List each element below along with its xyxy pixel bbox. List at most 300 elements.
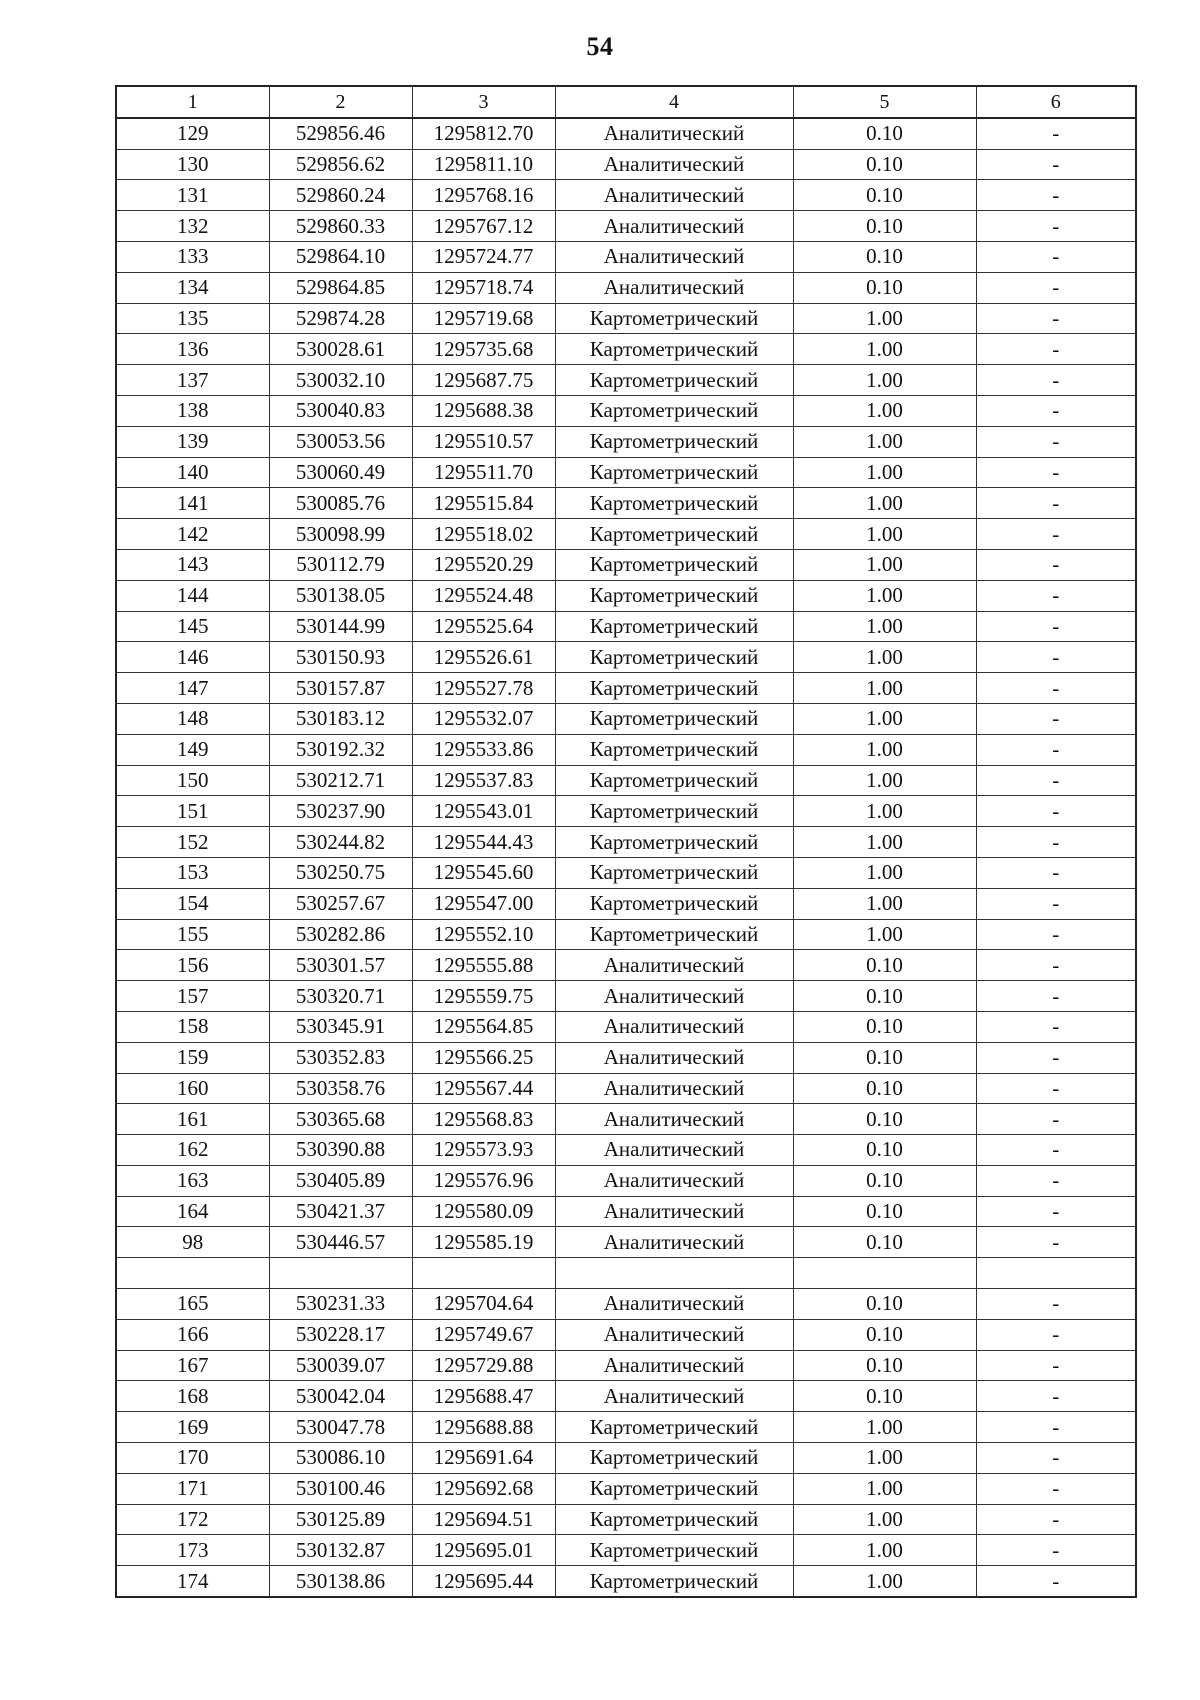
table-row <box>116 1289 1136 1320</box>
point-number-cell: 170 <box>116 1443 269 1474</box>
coordinate-x-cell: 530039.07 <box>269 1350 412 1381</box>
table-header-row <box>116 86 1136 118</box>
table-row <box>116 149 1136 180</box>
point-number-cell: 130 <box>116 149 269 180</box>
accuracy-cell: 0.10 <box>793 1381 976 1412</box>
accuracy-cell: 1.00 <box>793 580 976 611</box>
point-number-cell: 98 <box>116 1227 269 1258</box>
accuracy-cell: 0.10 <box>793 272 976 303</box>
table-row <box>116 1381 1136 1412</box>
table-row <box>116 1535 1136 1566</box>
point-number-cell: 159 <box>116 1042 269 1073</box>
coordinate-x-cell: 530032.10 <box>269 365 412 396</box>
accuracy-cell: 1.00 <box>793 888 976 919</box>
note-cell: - <box>976 673 1136 704</box>
coordinate-y-cell: 1295533.86 <box>412 734 555 765</box>
table-row <box>116 1196 1136 1227</box>
coordinate-y-cell: 1295729.88 <box>412 1350 555 1381</box>
accuracy-cell: 1.00 <box>793 919 976 950</box>
point-number-cell: 149 <box>116 734 269 765</box>
table-row <box>116 1227 1136 1258</box>
coordinate-y-cell: 1295524.48 <box>412 580 555 611</box>
table-row <box>116 1350 1136 1381</box>
table-row <box>116 241 1136 272</box>
coordinate-x-cell: 530231.33 <box>269 1289 412 1320</box>
point-number-cell: 138 <box>116 395 269 426</box>
method-cell: Аналитический <box>555 1196 793 1227</box>
point-number-cell: 152 <box>116 827 269 858</box>
point-number-cell: 136 <box>116 334 269 365</box>
method-cell: Аналитический <box>555 1381 793 1412</box>
point-number-cell: 162 <box>116 1135 269 1166</box>
method-cell: Картометрический <box>555 549 793 580</box>
accuracy-cell: 1.00 <box>793 303 976 334</box>
table-row <box>116 1104 1136 1135</box>
accuracy-cell: 1.00 <box>793 457 976 488</box>
accuracy-cell: 0.10 <box>793 1289 976 1320</box>
note-cell: - <box>976 981 1136 1012</box>
coordinate-y-cell: 1295724.77 <box>412 241 555 272</box>
method-cell: Аналитический <box>555 1073 793 1104</box>
point-number-cell: 164 <box>116 1196 269 1227</box>
note-cell: - <box>976 180 1136 211</box>
coordinate-y-cell: 1295687.75 <box>412 365 555 396</box>
coordinate-x-cell: 529856.62 <box>269 149 412 180</box>
coordinate-y-cell: 1295544.43 <box>412 827 555 858</box>
point-number-cell: 166 <box>116 1319 269 1350</box>
point-number-cell: 133 <box>116 241 269 272</box>
point-number-cell: 156 <box>116 950 269 981</box>
coordinate-y-cell: 1295552.10 <box>412 919 555 950</box>
point-number-cell: 135 <box>116 303 269 334</box>
coordinate-y-cell: 1295811.10 <box>412 149 555 180</box>
table-row <box>116 488 1136 519</box>
point-number-cell: 150 <box>116 765 269 796</box>
method-cell: Аналитический <box>555 272 793 303</box>
method-cell: Картометрический <box>555 703 793 734</box>
coordinate-x-cell: 530244.82 <box>269 827 412 858</box>
accuracy-cell: 0.10 <box>793 180 976 211</box>
note-cell: - <box>976 149 1136 180</box>
point-number-cell: 174 <box>116 1566 269 1597</box>
coordinate-x-cell: 530047.78 <box>269 1412 412 1443</box>
accuracy-cell: 0.10 <box>793 241 976 272</box>
table-row <box>116 1504 1136 1535</box>
table-row <box>116 1566 1136 1597</box>
coordinate-y-cell: 1295567.44 <box>412 1073 555 1104</box>
coordinate-x-cell: 529864.10 <box>269 241 412 272</box>
method-cell: Картометрический <box>555 673 793 704</box>
note-cell: - <box>976 334 1136 365</box>
note-cell: - <box>976 272 1136 303</box>
page-number: 54 <box>586 32 614 61</box>
method-cell: Картометрический <box>555 519 793 550</box>
note-cell: - <box>976 1165 1136 1196</box>
coordinate-x-cell: 529874.28 <box>269 303 412 334</box>
method-cell: Картометрический <box>555 1535 793 1566</box>
note-cell: - <box>976 1443 1136 1474</box>
note-cell: - <box>976 1011 1136 1042</box>
table-row <box>116 1042 1136 1073</box>
accuracy-cell: 1.00 <box>793 734 976 765</box>
point-number-cell: 143 <box>116 549 269 580</box>
method-cell: Картометрический <box>555 765 793 796</box>
accuracy-cell: 1.00 <box>793 611 976 642</box>
accuracy-cell: 0.10 <box>793 211 976 242</box>
coordinate-x-cell: 530212.71 <box>269 765 412 796</box>
point-number-cell: 171 <box>116 1473 269 1504</box>
point-number-cell: 172 <box>116 1504 269 1535</box>
note-cell: - <box>976 426 1136 457</box>
table-row <box>116 395 1136 426</box>
accuracy-cell: 1.00 <box>793 765 976 796</box>
table-row <box>116 334 1136 365</box>
point-number-cell: 146 <box>116 642 269 673</box>
table-row <box>116 827 1136 858</box>
coordinate-y-cell: 1295511.70 <box>412 457 555 488</box>
method-cell: Картометрический <box>555 395 793 426</box>
note-cell: - <box>976 1566 1136 1597</box>
coordinate-x-cell: 530112.79 <box>269 549 412 580</box>
table-row <box>116 457 1136 488</box>
method-cell: Аналитический <box>555 1135 793 1166</box>
coordinate-y-cell: 1295518.02 <box>412 519 555 550</box>
method-cell: Картометрический <box>555 734 793 765</box>
method-cell: Аналитический <box>555 180 793 211</box>
coordinate-y-cell: 1295812.70 <box>412 118 555 149</box>
method-cell: Картометрический <box>555 888 793 919</box>
note-cell: - <box>976 827 1136 858</box>
method-cell: Картометрический <box>555 580 793 611</box>
coordinate-x-cell: 530138.86 <box>269 1566 412 1597</box>
coordinate-y-cell: 1295545.60 <box>412 857 555 888</box>
column-header-3: 3 <box>412 86 555 118</box>
note-cell: - <box>976 457 1136 488</box>
coordinate-x-cell: 530446.57 <box>269 1227 412 1258</box>
coordinate-x-cell: 530345.91 <box>269 1011 412 1042</box>
note-cell: - <box>976 1196 1136 1227</box>
table-row <box>116 857 1136 888</box>
coordinate-y-cell: 1295704.64 <box>412 1289 555 1320</box>
coordinate-x-cell: 530144.99 <box>269 611 412 642</box>
method-cell: Аналитический <box>555 1104 793 1135</box>
coordinate-y-cell: 1295692.68 <box>412 1473 555 1504</box>
point-number-cell: 169 <box>116 1412 269 1443</box>
accuracy-cell: 0.10 <box>793 1135 976 1166</box>
coordinate-y-cell: 1295564.85 <box>412 1011 555 1042</box>
point-number-cell: 141 <box>116 488 269 519</box>
point-number-cell <box>116 1258 269 1289</box>
coordinate-x-cell: 530098.99 <box>269 519 412 550</box>
coordinate-x-cell: 530358.76 <box>269 1073 412 1104</box>
accuracy-cell <box>793 1258 976 1289</box>
coordinate-y-cell: 1295694.51 <box>412 1504 555 1535</box>
coordinate-y-cell: 1295559.75 <box>412 981 555 1012</box>
coordinate-x-cell: 530320.71 <box>269 981 412 1012</box>
coordinate-x-cell: 529860.33 <box>269 211 412 242</box>
table-row <box>116 981 1136 1012</box>
coordinate-x-cell: 530405.89 <box>269 1165 412 1196</box>
coordinate-y-cell: 1295688.38 <box>412 395 555 426</box>
method-cell: Картометрический <box>555 457 793 488</box>
table-row <box>116 796 1136 827</box>
method-cell: Аналитический <box>555 1011 793 1042</box>
table-row <box>116 611 1136 642</box>
accuracy-cell: 1.00 <box>793 395 976 426</box>
method-cell: Картометрический <box>555 857 793 888</box>
method-cell: Аналитический <box>555 950 793 981</box>
point-number-cell: 163 <box>116 1165 269 1196</box>
accuracy-cell: 0.10 <box>793 1319 976 1350</box>
table-row <box>116 1319 1136 1350</box>
accuracy-cell: 0.10 <box>793 1350 976 1381</box>
note-cell: - <box>976 919 1136 950</box>
method-cell: Аналитический <box>555 149 793 180</box>
accuracy-cell: 0.10 <box>793 1165 976 1196</box>
note-cell: - <box>976 1381 1136 1412</box>
coordinate-x-cell: 530132.87 <box>269 1535 412 1566</box>
coordinate-y-cell: 1295537.83 <box>412 765 555 796</box>
note-cell: - <box>976 1319 1136 1350</box>
coordinate-x-cell: 530150.93 <box>269 642 412 673</box>
coordinate-x-cell: 530028.61 <box>269 334 412 365</box>
table-row <box>116 1073 1136 1104</box>
note-cell: - <box>976 1350 1136 1381</box>
coordinate-x-cell: 529864.85 <box>269 272 412 303</box>
method-cell: Аналитический <box>555 1319 793 1350</box>
note-cell: - <box>976 580 1136 611</box>
coordinate-y-cell: 1295510.57 <box>412 426 555 457</box>
coordinate-x-cell: 530390.88 <box>269 1135 412 1166</box>
method-cell: Аналитический <box>555 1350 793 1381</box>
method-cell: Аналитический <box>555 241 793 272</box>
note-cell: - <box>976 857 1136 888</box>
coordinate-x-cell: 530237.90 <box>269 796 412 827</box>
coordinate-y-cell: 1295735.68 <box>412 334 555 365</box>
coordinate-x-cell: 530138.05 <box>269 580 412 611</box>
method-cell: Картометрический <box>555 1412 793 1443</box>
method-cell: Картометрический <box>555 1566 793 1597</box>
point-number-cell: 142 <box>116 519 269 550</box>
accuracy-cell: 0.10 <box>793 118 976 149</box>
point-number-cell: 158 <box>116 1011 269 1042</box>
coordinate-x-cell: 530086.10 <box>269 1443 412 1474</box>
method-cell: Картометрический <box>555 365 793 396</box>
accuracy-cell: 1.00 <box>793 796 976 827</box>
point-number-cell: 167 <box>116 1350 269 1381</box>
coordinate-y-cell: 1295568.83 <box>412 1104 555 1135</box>
table-body <box>116 118 1136 1597</box>
column-header-2: 2 <box>269 86 412 118</box>
coordinate-y-cell: 1295691.64 <box>412 1443 555 1474</box>
coordinate-x-cell: 530157.87 <box>269 673 412 704</box>
point-number-cell: 161 <box>116 1104 269 1135</box>
point-number-cell: 147 <box>116 673 269 704</box>
coordinate-y-cell: 1295576.96 <box>412 1165 555 1196</box>
coordinate-x-cell: 530040.83 <box>269 395 412 426</box>
accuracy-cell: 1.00 <box>793 488 976 519</box>
table-row <box>116 426 1136 457</box>
point-number-cell: 165 <box>116 1289 269 1320</box>
note-cell: - <box>976 1135 1136 1166</box>
accuracy-cell: 1.00 <box>793 642 976 673</box>
point-number-cell: 137 <box>116 365 269 396</box>
column-header-4: 4 <box>555 86 793 118</box>
point-number-cell: 129 <box>116 118 269 149</box>
coordinate-y-cell: 1295580.09 <box>412 1196 555 1227</box>
note-cell: - <box>976 1473 1136 1504</box>
coordinate-y-cell: 1295585.19 <box>412 1227 555 1258</box>
coordinate-y-cell: 1295767.12 <box>412 211 555 242</box>
table-row <box>116 118 1136 149</box>
method-cell: Картометрический <box>555 1443 793 1474</box>
table-row <box>116 1443 1136 1474</box>
accuracy-cell: 0.10 <box>793 1011 976 1042</box>
coordinate-y-cell: 1295547.00 <box>412 888 555 919</box>
note-cell: - <box>976 1042 1136 1073</box>
point-number-cell: 155 <box>116 919 269 950</box>
coordinate-x-cell: 530100.46 <box>269 1473 412 1504</box>
method-cell: Аналитический <box>555 1227 793 1258</box>
point-number-cell: 148 <box>116 703 269 734</box>
table-row <box>116 1473 1136 1504</box>
coordinate-x-cell: 529860.24 <box>269 180 412 211</box>
point-number-cell: 153 <box>116 857 269 888</box>
method-cell: Картометрический <box>555 1473 793 1504</box>
point-number-cell: 139 <box>116 426 269 457</box>
method-cell: Картометрический <box>555 303 793 334</box>
note-cell: - <box>976 1073 1136 1104</box>
note-cell: - <box>976 1289 1136 1320</box>
method-cell <box>555 1258 793 1289</box>
accuracy-cell: 0.10 <box>793 1227 976 1258</box>
method-cell: Картометрический <box>555 488 793 519</box>
point-number-cell: 151 <box>116 796 269 827</box>
coordinate-y-cell: 1295718.74 <box>412 272 555 303</box>
coordinate-x-cell: 530085.76 <box>269 488 412 519</box>
note-cell: - <box>976 395 1136 426</box>
table-row <box>116 950 1136 981</box>
point-number-cell: 132 <box>116 211 269 242</box>
point-number-cell: 140 <box>116 457 269 488</box>
table-row <box>116 365 1136 396</box>
coordinate-x-cell: 530257.67 <box>269 888 412 919</box>
note-cell: - <box>976 642 1136 673</box>
accuracy-cell: 1.00 <box>793 334 976 365</box>
table-row <box>116 1258 1136 1289</box>
accuracy-cell: 0.10 <box>793 950 976 981</box>
table-row <box>116 703 1136 734</box>
accuracy-cell: 0.10 <box>793 1042 976 1073</box>
coordinate-y-cell: 1295688.88 <box>412 1412 555 1443</box>
coordinate-x-cell: 530183.12 <box>269 703 412 734</box>
note-cell: - <box>976 950 1136 981</box>
note-cell: - <box>976 1104 1136 1135</box>
accuracy-cell: 0.10 <box>793 149 976 180</box>
accuracy-cell: 1.00 <box>793 1535 976 1566</box>
table-row <box>116 580 1136 611</box>
accuracy-cell: 1.00 <box>793 1473 976 1504</box>
coordinate-x-cell: 530042.04 <box>269 1381 412 1412</box>
method-cell: Картометрический <box>555 642 793 673</box>
method-cell: Картометрический <box>555 827 793 858</box>
table-row <box>116 1165 1136 1196</box>
note-cell: - <box>976 1535 1136 1566</box>
note-cell: - <box>976 549 1136 580</box>
accuracy-cell: 0.10 <box>793 981 976 1012</box>
coordinate-y-cell: 1295555.88 <box>412 950 555 981</box>
accuracy-cell: 1.00 <box>793 1412 976 1443</box>
coordinate-y-cell: 1295525.64 <box>412 611 555 642</box>
coordinate-y-cell: 1295526.61 <box>412 642 555 673</box>
coordinate-x-cell: 530125.89 <box>269 1504 412 1535</box>
coordinate-y-cell: 1295749.67 <box>412 1319 555 1350</box>
coordinate-x-cell: 530282.86 <box>269 919 412 950</box>
table-row <box>116 673 1136 704</box>
note-cell: - <box>976 1412 1136 1443</box>
accuracy-cell: 1.00 <box>793 703 976 734</box>
coordinate-y-cell: 1295695.01 <box>412 1535 555 1566</box>
method-cell: Аналитический <box>555 1289 793 1320</box>
point-number-cell: 145 <box>116 611 269 642</box>
method-cell: Картометрический <box>555 1504 793 1535</box>
table-row <box>116 642 1136 673</box>
method-cell: Аналитический <box>555 211 793 242</box>
accuracy-cell: 1.00 <box>793 1443 976 1474</box>
coordinate-y-cell: 1295543.01 <box>412 796 555 827</box>
table-row <box>116 549 1136 580</box>
note-cell: - <box>976 888 1136 919</box>
coordinate-x-cell: 530060.49 <box>269 457 412 488</box>
note-cell: - <box>976 118 1136 149</box>
coordinate-x-cell: 530301.57 <box>269 950 412 981</box>
accuracy-cell: 1.00 <box>793 549 976 580</box>
coordinate-x-cell: 530192.32 <box>269 734 412 765</box>
table-row <box>116 303 1136 334</box>
coordinate-y-cell: 1295768.16 <box>412 180 555 211</box>
coordinate-y-cell: 1295515.84 <box>412 488 555 519</box>
coordinate-y-cell: 1295688.47 <box>412 1381 555 1412</box>
coordinates-table <box>115 85 1137 1598</box>
table-row <box>116 272 1136 303</box>
method-cell: Картометрический <box>555 796 793 827</box>
method-cell: Аналитический <box>555 1042 793 1073</box>
table-row <box>116 1011 1136 1042</box>
coordinate-x-cell: 530053.56 <box>269 426 412 457</box>
point-number-cell: 131 <box>116 180 269 211</box>
accuracy-cell: 0.10 <box>793 1073 976 1104</box>
accuracy-cell: 1.00 <box>793 519 976 550</box>
note-cell: - <box>976 796 1136 827</box>
point-number-cell: 134 <box>116 272 269 303</box>
coordinate-x-cell: 530228.17 <box>269 1319 412 1350</box>
note-cell: - <box>976 765 1136 796</box>
accuracy-cell: 1.00 <box>793 857 976 888</box>
note-cell: - <box>976 303 1136 334</box>
method-cell: Аналитический <box>555 118 793 149</box>
coordinate-y-cell: 1295695.44 <box>412 1566 555 1597</box>
method-cell: Аналитический <box>555 1165 793 1196</box>
coordinate-x-cell: 530250.75 <box>269 857 412 888</box>
coordinate-y-cell: 1295520.29 <box>412 549 555 580</box>
table-row <box>116 734 1136 765</box>
table-row <box>116 1412 1136 1443</box>
accuracy-cell: 1.00 <box>793 673 976 704</box>
accuracy-cell: 0.10 <box>793 1104 976 1135</box>
accuracy-cell: 1.00 <box>793 1504 976 1535</box>
note-cell: - <box>976 1504 1136 1535</box>
table-row <box>116 888 1136 919</box>
